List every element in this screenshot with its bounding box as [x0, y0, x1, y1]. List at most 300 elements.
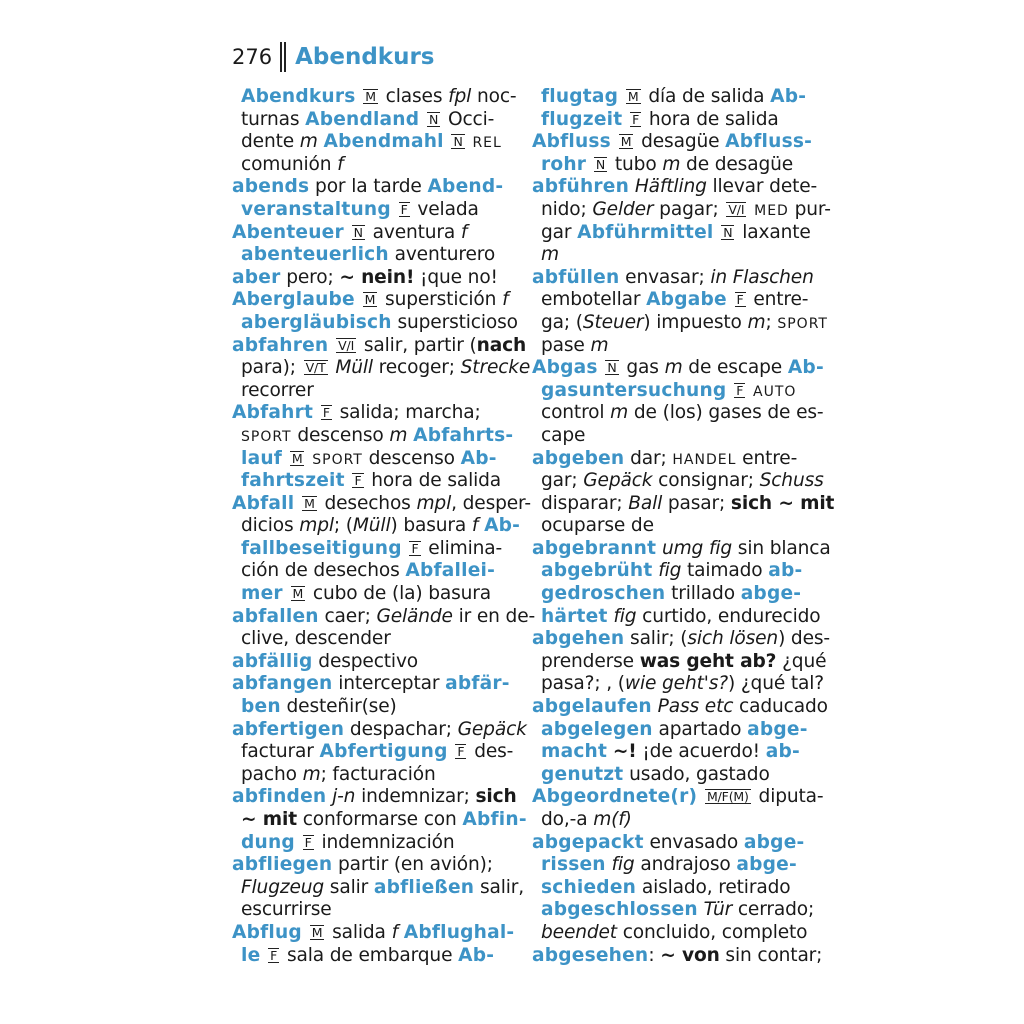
headword: rohr	[541, 153, 587, 175]
headword: abge-	[743, 831, 805, 853]
headword: ab-	[768, 560, 803, 582]
definition-text	[697, 786, 703, 807]
dictionary-line	[532, 741, 812, 764]
dictionary-line	[232, 176, 512, 199]
definition-text: trillado	[665, 583, 741, 605]
dictionary-line	[532, 786, 824, 809]
definition-text: velada	[411, 198, 479, 220]
italic-text: fig	[658, 560, 682, 582]
definition-text: escurrirse	[241, 899, 332, 921]
dictionary-line	[532, 537, 831, 561]
gender-tag: F	[322, 405, 330, 421]
dictionary-line	[232, 854, 512, 877]
domain-label: SPORT	[241, 428, 292, 445]
dictionary-line	[532, 492, 835, 516]
gender-tag: N	[595, 156, 606, 172]
definition-text: aventura	[366, 221, 461, 243]
dictionary-line	[232, 786, 517, 809]
definition-text: salida; marcha;	[333, 402, 481, 424]
headword: Abendkurs	[241, 86, 356, 107]
gender-tag: F	[400, 201, 408, 217]
headword: Abfahrt	[232, 402, 314, 424]
bold-phrase: was geht ab?	[639, 650, 777, 672]
definition-text	[328, 335, 334, 356]
headword: Abfluss-	[725, 131, 813, 153]
definition-text	[598, 357, 604, 378]
bold-phrase: ~ nein!	[339, 266, 415, 288]
definition-text: ¿qué	[776, 650, 827, 672]
headword: Ab-	[787, 357, 824, 379]
gender-tag: F	[457, 744, 465, 760]
domain-label: MED	[754, 202, 789, 219]
headword: genutzt	[541, 763, 624, 785]
headword: Abend-	[427, 176, 504, 198]
definition-text	[355, 289, 361, 310]
italic-text: Müll	[335, 357, 373, 379]
definition-text	[444, 131, 450, 152]
headword: Abendmahl	[323, 131, 444, 153]
headword: abfüllen	[532, 266, 620, 288]
italic-text: m	[389, 424, 408, 446]
dictionary-line	[232, 651, 512, 674]
dictionary-line	[232, 357, 531, 380]
italic-text: m	[590, 334, 609, 356]
gender-tag: F	[736, 292, 744, 308]
gender-tag: N	[607, 360, 617, 376]
headword: abfahren	[232, 334, 329, 356]
definition-text: recorrer	[241, 379, 314, 401]
italic-text: fig	[613, 605, 637, 627]
definition-text: cubo de (la) basura	[307, 583, 492, 605]
headword: Abenteuer	[232, 221, 344, 243]
definition-text: partir (en avión);	[332, 854, 493, 876]
headword: Abfallei-	[405, 560, 496, 582]
italic-text: Gepäck	[457, 718, 527, 740]
definition-text: descenso	[362, 447, 461, 469]
italic-text: Ball	[628, 492, 663, 514]
gender-tag: F	[632, 111, 640, 127]
definition-text	[344, 222, 350, 243]
dictionary-line	[232, 538, 512, 561]
definition-text: día de salida	[642, 86, 771, 107]
definition-text	[345, 470, 351, 491]
definition-text: pasar;	[662, 492, 731, 514]
definition-text: :	[648, 944, 661, 966]
headword: rissen	[541, 854, 606, 876]
definition-text: control	[541, 402, 611, 424]
italic-text: Gelder	[592, 198, 654, 220]
headword: Abfahrts-	[413, 424, 514, 446]
dictionary-line	[532, 335, 812, 358]
gender-tag: V/T	[305, 360, 326, 376]
page-number: 276	[232, 45, 273, 69]
italic-text: m	[299, 131, 318, 153]
definition-text: ) ¿qué tal?	[727, 673, 825, 695]
dictionary-line	[532, 402, 824, 425]
italic-text: Müll	[352, 515, 391, 537]
definition-text: aventurero	[388, 244, 496, 266]
headword: mer	[241, 583, 283, 605]
definition-text: interceptar	[332, 673, 446, 695]
definition-text: para);	[241, 357, 302, 379]
dictionary-line	[232, 696, 512, 719]
headword: abgepackt	[532, 831, 644, 853]
left-column	[232, 86, 536, 967]
definition-text	[283, 583, 289, 604]
definition-text: dar;	[624, 447, 673, 469]
gender-tag: F	[354, 473, 362, 489]
bold-phrase: ~ von	[660, 944, 720, 966]
dictionary-line	[232, 741, 512, 764]
definition-text: ción de desechos	[241, 560, 406, 582]
italic-text: m	[747, 311, 766, 333]
headword: aber	[232, 266, 281, 288]
italic-text: Strecke	[460, 357, 531, 379]
definition-text: clive, descender	[241, 628, 391, 650]
definition-text: de escape	[682, 357, 788, 379]
dictionary-line	[532, 899, 815, 922]
definition-text: salida	[326, 921, 392, 943]
gender-tag: F	[270, 947, 278, 963]
headword: abgebrüht	[541, 560, 653, 582]
headword: abgebrannt	[532, 537, 657, 559]
definition-text: ocuparse de	[541, 515, 654, 537]
definition-text	[586, 154, 592, 175]
dictionary-line	[532, 764, 812, 787]
definition-text	[618, 86, 624, 107]
definition-text: ¡que no!	[414, 266, 498, 288]
definition-text	[295, 832, 301, 853]
headword: abge-	[736, 854, 797, 876]
italic-text: mpl	[299, 515, 334, 537]
definition-text: facturar	[241, 741, 320, 763]
italic-text: f	[460, 221, 468, 243]
definition-text: superstición	[379, 289, 503, 311]
dictionary-line	[532, 560, 812, 583]
definition-text: taimado	[681, 560, 769, 582]
dictionary-line	[232, 199, 512, 222]
dictionary-line	[532, 515, 812, 538]
definition-text: pase	[541, 334, 591, 356]
italic-text: f	[391, 921, 398, 943]
italic-text: m	[662, 153, 681, 175]
italic-text: m	[610, 402, 629, 424]
dictionary-line	[232, 154, 512, 177]
headword: abführen	[532, 176, 630, 198]
gender-tag: M	[311, 924, 323, 940]
definition-text: dicios	[241, 515, 300, 537]
dictionary-line	[532, 131, 812, 154]
domain-label: SPORT	[777, 315, 828, 332]
definition-text	[260, 945, 266, 966]
definition-text: entre-	[747, 289, 809, 311]
definition-text: de (los) gases de es-	[628, 402, 824, 424]
definition-text: prenderse	[541, 650, 640, 672]
gender-tag: N	[723, 224, 733, 240]
headword: Ab-	[484, 515, 521, 537]
dictionary-line	[232, 583, 512, 606]
definition-text: descenso	[291, 424, 390, 446]
headword: abends	[232, 176, 310, 198]
running-headword: Abendkurs	[295, 44, 435, 70]
domain-label: REL	[472, 135, 502, 152]
headword: lauf	[241, 447, 283, 469]
headword: Ab-	[770, 86, 807, 107]
definition-text: desagüe	[635, 131, 726, 153]
gender-tag: N	[353, 224, 363, 240]
dictionary-line	[232, 673, 512, 696]
italic-text: m	[541, 244, 559, 266]
definition-text: diputa-	[752, 786, 824, 808]
dictionary-line	[532, 267, 812, 290]
headword: fahrtszeit	[241, 470, 345, 492]
definition-text: ) basura	[390, 515, 472, 537]
bold-phrase: ~!	[612, 741, 637, 763]
dictionary-line	[232, 380, 512, 403]
definition-text: des-	[468, 741, 514, 763]
dictionary-line	[232, 515, 521, 538]
headword: fallbeseitigung	[241, 537, 402, 559]
definition-text: caer;	[318, 605, 377, 627]
italic-text: f	[337, 153, 344, 175]
dictionary-line	[532, 650, 827, 674]
definition-text: salir; (	[624, 628, 688, 650]
definition-text	[282, 448, 288, 469]
dictionary-line	[232, 492, 531, 516]
headword: abge-	[747, 718, 808, 740]
headword: abgehen	[532, 628, 625, 650]
headword: flugzeit	[541, 108, 623, 130]
definition-text: desteñir(se)	[280, 696, 397, 718]
headword: abergläubisch	[241, 311, 392, 333]
definition-text: ) impuesto	[643, 311, 748, 333]
headword: ab-	[765, 741, 800, 763]
dictionary-line	[232, 222, 512, 245]
headword: abfär-	[445, 673, 510, 695]
dictionary-line	[232, 764, 512, 787]
headword: Abfluss	[532, 131, 611, 153]
headword: macht	[541, 741, 608, 763]
italic-text: Tür	[703, 899, 733, 921]
headword: Abendland	[305, 108, 420, 130]
headword: Abgeordnete(r)	[532, 786, 698, 808]
definition-text: despachar;	[344, 718, 458, 740]
italic-text: wie geht's?	[624, 673, 728, 695]
definition-text: , desper-	[451, 492, 531, 514]
italic-text: fig	[611, 854, 635, 876]
definition-text: curtido, endurecido	[636, 605, 821, 627]
definition-text: llevar dete-	[706, 176, 818, 198]
italic-text: Schuss	[759, 470, 824, 492]
definition-text: comunión	[241, 153, 338, 175]
italic-text: sich lösen	[687, 628, 779, 650]
right-column	[532, 86, 835, 967]
italic-text: Pass etc	[657, 696, 734, 718]
definition-text	[294, 493, 300, 514]
definition-text: pacho	[241, 763, 303, 785]
dictionary-line	[532, 176, 818, 199]
italic-text: m	[302, 763, 321, 785]
headword: schieden	[541, 876, 637, 898]
dictionary-line	[532, 719, 812, 742]
bold-phrase: sich	[475, 786, 517, 808]
gender-tag: F	[411, 540, 419, 556]
italic-text: Flugzeug	[241, 876, 325, 898]
definition-text: embotellar	[541, 289, 647, 311]
definition-text: pagar;	[653, 198, 725, 220]
headword: Abgas	[532, 357, 598, 379]
italic-text: j-n	[332, 786, 356, 808]
headword: Abfall	[232, 492, 295, 514]
header-separator	[280, 42, 286, 72]
definition-text: sin blanca	[732, 537, 831, 559]
gender-tag: N	[429, 111, 439, 127]
gender-tag: M	[365, 89, 376, 104]
definition-text: de desagüe	[680, 153, 794, 175]
headword: abenteuerlich	[241, 244, 389, 266]
definition-text: conformarse con	[296, 809, 463, 830]
headword: Ab-	[460, 447, 497, 469]
definition-text: envasar;	[619, 266, 711, 288]
definition-text	[611, 131, 617, 152]
dictionary-line	[532, 922, 812, 945]
definition-text: recoger;	[372, 357, 461, 379]
headword: abfertigen	[232, 718, 345, 740]
definition-text: dente	[241, 131, 300, 153]
gender-tag: M	[627, 89, 639, 104]
dictionary-line	[232, 86, 517, 109]
dictionary-line	[232, 921, 515, 945]
definition-text: gar;	[541, 470, 584, 492]
dictionary-line	[232, 470, 512, 493]
headword: Abführmittel	[577, 221, 714, 243]
definition-text: tubo	[609, 153, 663, 175]
definition-text: ; facturación	[320, 763, 436, 785]
definition-text	[313, 402, 319, 423]
definition-text	[622, 109, 628, 130]
headword: abge-	[740, 583, 802, 605]
dictionary-line	[232, 718, 527, 742]
italic-text: Häftling	[634, 176, 707, 198]
definition-text: salir	[324, 876, 374, 898]
dictionary-line	[232, 448, 512, 471]
definition-text: por la tarde	[309, 176, 428, 198]
definition-text	[302, 922, 308, 943]
definition-text: hora de salida	[365, 470, 502, 492]
gender-tag: V/I	[728, 201, 745, 217]
definition-text: pasa?; , (	[541, 673, 625, 695]
headword: le	[241, 944, 261, 966]
definition-text: gas	[620, 357, 665, 379]
dictionary-line	[532, 470, 824, 493]
dictionary-line	[532, 222, 812, 245]
dictionary-line	[232, 605, 536, 629]
dictionary-line	[532, 425, 812, 448]
dictionary-line	[532, 696, 828, 719]
italic-text: beendet	[541, 921, 617, 943]
dictionary-line	[232, 425, 512, 448]
headword: Abflughal-	[403, 921, 515, 943]
definition-text	[727, 289, 733, 310]
gender-tag: F	[736, 382, 744, 398]
dictionary-line	[532, 628, 830, 651]
headword: Abflug	[232, 921, 302, 943]
definition-text: elimina-	[422, 537, 503, 559]
definition-text: consignar;	[652, 470, 760, 492]
definition-text: usado, gastado	[623, 763, 770, 785]
headword: abfällig	[232, 650, 313, 672]
definition-text: salir,	[474, 876, 525, 898]
dictionary-line	[532, 944, 823, 968]
dictionary-line	[532, 109, 812, 132]
dictionary-line	[532, 605, 821, 629]
definition-text	[448, 741, 454, 762]
headword: dung	[241, 831, 295, 853]
dictionary-line	[232, 832, 512, 855]
headword: gasuntersuchung	[541, 379, 727, 401]
dictionary-line	[232, 809, 527, 832]
definition-text: entre-	[736, 447, 798, 469]
definition-text: gar	[541, 221, 578, 243]
definition-text: disparar;	[541, 492, 629, 514]
headword: abfallen	[232, 605, 319, 627]
definition-text	[356, 86, 362, 107]
headword: ben	[241, 696, 281, 718]
dictionary-line	[532, 357, 824, 380]
gender-tag: V/I	[338, 337, 355, 353]
dictionary-line	[232, 131, 512, 154]
gender-tag: M	[304, 495, 315, 511]
headword: abgelegen	[541, 718, 653, 740]
dictionary-line	[232, 899, 512, 922]
headword: härtet	[541, 605, 608, 627]
dictionary-line	[532, 289, 812, 312]
definition-text: ;	[765, 311, 778, 333]
domain-label: AUTO	[753, 383, 797, 400]
definition-text: turnas	[241, 108, 306, 130]
dictionary-line	[532, 380, 812, 403]
italic-text: fpl	[448, 86, 472, 107]
definition-text: supersticioso	[391, 311, 518, 333]
definition-text: andrajoso	[634, 854, 737, 876]
definition-text: clases	[379, 86, 449, 107]
italic-text: f	[502, 289, 509, 311]
headword: abfangen	[232, 673, 333, 695]
italic-text: mpl	[416, 492, 452, 514]
dictionary-line	[232, 289, 512, 312]
italic-text: Gepäck	[583, 470, 653, 492]
dictionary-line	[532, 877, 812, 900]
headword: abgeben	[532, 447, 625, 469]
dictionary-line	[532, 673, 825, 696]
definition-text: desechos	[318, 492, 417, 514]
headword: veranstaltung	[241, 198, 391, 220]
headword: Abgabe	[646, 289, 727, 311]
gender-tag: M	[620, 134, 632, 150]
dictionary-line	[232, 311, 518, 335]
italic-text: umg fig	[661, 537, 733, 559]
dictionary-line	[232, 244, 512, 267]
definition-text: ; (	[333, 515, 353, 537]
dictionary-line	[232, 876, 525, 900]
definition-text: sin contar;	[719, 944, 823, 966]
definition-text: noc-	[471, 86, 517, 107]
gender-tag: M/F(M)	[706, 789, 749, 805]
dictionary-line	[232, 402, 512, 425]
page-header	[232, 40, 435, 74]
dictionary-line	[232, 109, 512, 132]
definition-text: pero;	[280, 266, 340, 288]
